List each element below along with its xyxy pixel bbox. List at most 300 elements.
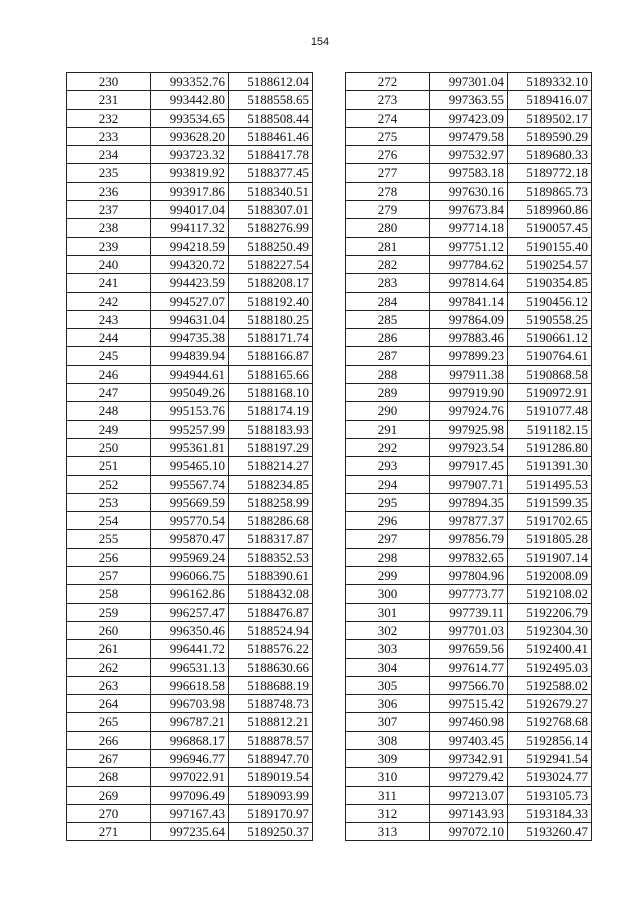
y-coordinate-cell: 5188612.04: [229, 73, 313, 91]
table-row: [346, 91, 592, 109]
table-row: [346, 438, 592, 456]
x-coordinate-cell: 993819.92: [151, 164, 229, 182]
y-coordinate-cell: 5191495.53: [508, 475, 592, 493]
table-row: [67, 713, 313, 731]
point-number-cell: 237: [67, 201, 151, 219]
x-coordinate-cell: 995049.26: [151, 384, 229, 402]
point-number-cell: 278: [346, 182, 430, 200]
point-number-cell: 298: [346, 548, 430, 566]
point-number-cell: 277: [346, 164, 430, 182]
y-coordinate-cell: 5193184.33: [508, 804, 592, 822]
x-coordinate-cell: 997841.14: [430, 292, 508, 310]
table-row: [346, 786, 592, 804]
table-row: [67, 438, 313, 456]
y-coordinate-cell: 5188476.87: [229, 603, 313, 621]
point-number-cell: 279: [346, 201, 430, 219]
table-row: [346, 274, 592, 292]
table-row: [346, 347, 592, 365]
x-coordinate-cell: 997784.62: [430, 255, 508, 273]
y-coordinate-cell: 5188192.40: [229, 292, 313, 310]
point-number-cell: 287: [346, 347, 430, 365]
table-row: [346, 658, 592, 676]
x-coordinate-cell: 994017.04: [151, 201, 229, 219]
table-row: [346, 749, 592, 767]
point-number-cell: 309: [346, 749, 430, 767]
table-row: [346, 475, 592, 493]
x-coordinate-cell: 997515.42: [430, 695, 508, 713]
y-coordinate-cell: 5189332.10: [508, 73, 592, 91]
table-row: [67, 164, 313, 182]
point-number-cell: 302: [346, 621, 430, 639]
table-row: [67, 310, 313, 328]
x-coordinate-cell: 997235.64: [151, 823, 229, 841]
table-row: [346, 731, 592, 749]
x-coordinate-cell: 993352.76: [151, 73, 229, 91]
x-coordinate-cell: 993442.80: [151, 91, 229, 109]
y-coordinate-cell: 5188576.22: [229, 640, 313, 658]
x-coordinate-cell: 996868.17: [151, 731, 229, 749]
point-number-cell: 285: [346, 310, 430, 328]
table-row: [67, 255, 313, 273]
x-coordinate-cell: 995969.24: [151, 548, 229, 566]
point-number-cell: 254: [67, 512, 151, 530]
y-coordinate-cell: 5193260.47: [508, 823, 592, 841]
point-number-cell: 250: [67, 438, 151, 456]
y-coordinate-cell: 5188307.01: [229, 201, 313, 219]
x-coordinate-cell: 997659.56: [430, 640, 508, 658]
x-coordinate-cell: 997167.43: [151, 804, 229, 822]
x-coordinate-cell: 995567.74: [151, 475, 229, 493]
y-coordinate-cell: 5190558.25: [508, 310, 592, 328]
x-coordinate-cell: 997877.37: [430, 512, 508, 530]
point-number-cell: 276: [346, 146, 430, 164]
x-coordinate-cell: 996257.47: [151, 603, 229, 621]
y-coordinate-cell: 5189502.17: [508, 109, 592, 127]
x-coordinate-cell: 997864.09: [430, 310, 508, 328]
x-coordinate-cell: 997911.38: [430, 365, 508, 383]
x-coordinate-cell: 997925.98: [430, 420, 508, 438]
table-row: [67, 493, 313, 511]
table-row: [67, 823, 313, 841]
x-coordinate-cell: 995870.47: [151, 530, 229, 548]
x-coordinate-cell: 996787.21: [151, 713, 229, 731]
table-row: [346, 384, 592, 402]
x-coordinate-cell: 994527.07: [151, 292, 229, 310]
y-coordinate-cell: 5192768.68: [508, 713, 592, 731]
y-coordinate-cell: 5191286.80: [508, 438, 592, 456]
point-number-cell: 299: [346, 567, 430, 585]
y-coordinate-cell: 5188258.99: [229, 493, 313, 511]
table-row: [346, 146, 592, 164]
x-coordinate-cell: 997460.98: [430, 713, 508, 731]
y-coordinate-cell: 5188377.45: [229, 164, 313, 182]
x-coordinate-cell: 994839.94: [151, 347, 229, 365]
point-number-cell: 241: [67, 274, 151, 292]
point-number-cell: 272: [346, 73, 430, 91]
y-coordinate-cell: 5191182.15: [508, 420, 592, 438]
table-row: [346, 237, 592, 255]
x-coordinate-cell: 997751.12: [430, 237, 508, 255]
page-number: 154: [310, 36, 330, 48]
y-coordinate-cell: 5190155.40: [508, 237, 592, 255]
y-coordinate-cell: 5193024.77: [508, 768, 592, 786]
x-coordinate-cell: 997701.03: [430, 621, 508, 639]
x-coordinate-cell: 997773.77: [430, 585, 508, 603]
y-coordinate-cell: 5188208.17: [229, 274, 313, 292]
table-row: [346, 713, 592, 731]
table-row: [346, 255, 592, 273]
point-number-cell: 283: [346, 274, 430, 292]
table-row: [67, 365, 313, 383]
table-row: [346, 567, 592, 585]
point-number-cell: 248: [67, 402, 151, 420]
x-coordinate-cell: 997566.70: [430, 676, 508, 694]
x-coordinate-cell: 997899.23: [430, 347, 508, 365]
point-number-cell: 308: [346, 731, 430, 749]
point-number-cell: 266: [67, 731, 151, 749]
table-row: [67, 585, 313, 603]
table-row: [346, 420, 592, 438]
table-row: [346, 127, 592, 145]
point-number-cell: 312: [346, 804, 430, 822]
point-number-cell: 284: [346, 292, 430, 310]
table-row: [67, 567, 313, 585]
y-coordinate-cell: 5190354.85: [508, 274, 592, 292]
y-coordinate-cell: 5190972.91: [508, 384, 592, 402]
x-coordinate-cell: 997279.42: [430, 768, 508, 786]
x-coordinate-cell: 995153.76: [151, 402, 229, 420]
point-number-cell: 238: [67, 219, 151, 237]
x-coordinate-cell: 996066.75: [151, 567, 229, 585]
table-row: [67, 274, 313, 292]
table-row: [67, 420, 313, 438]
point-number-cell: 310: [346, 768, 430, 786]
y-coordinate-cell: 5191805.28: [508, 530, 592, 548]
point-number-cell: 231: [67, 91, 151, 109]
table-row: [346, 804, 592, 822]
table-row: [67, 219, 313, 237]
y-coordinate-cell: 5188168.10: [229, 384, 313, 402]
point-number-cell: 311: [346, 786, 430, 804]
point-number-cell: 297: [346, 530, 430, 548]
x-coordinate-cell: 996162.86: [151, 585, 229, 603]
x-coordinate-cell: 997907.71: [430, 475, 508, 493]
table-row: [346, 695, 592, 713]
y-coordinate-cell: 5188276.99: [229, 219, 313, 237]
table-row: [67, 658, 313, 676]
y-coordinate-cell: 5189680.33: [508, 146, 592, 164]
table-row: [346, 109, 592, 127]
y-coordinate-cell: 5189170.97: [229, 804, 313, 822]
table-row: [346, 530, 592, 548]
table-row: [346, 402, 592, 420]
point-number-cell: 230: [67, 73, 151, 91]
table-row: [67, 548, 313, 566]
table-row: [67, 512, 313, 530]
x-coordinate-cell: 997583.18: [430, 164, 508, 182]
x-coordinate-cell: 993534.65: [151, 109, 229, 127]
point-number-cell: 245: [67, 347, 151, 365]
x-coordinate-cell: 997213.07: [430, 786, 508, 804]
y-coordinate-cell: 5188174.19: [229, 402, 313, 420]
x-coordinate-cell: 997714.18: [430, 219, 508, 237]
y-coordinate-cell: 5191077.48: [508, 402, 592, 420]
x-coordinate-cell: 995465.10: [151, 457, 229, 475]
table-row: [346, 329, 592, 347]
y-coordinate-cell: 5189019.54: [229, 768, 313, 786]
x-coordinate-cell: 997923.54: [430, 438, 508, 456]
y-coordinate-cell: 5188524.94: [229, 621, 313, 639]
y-coordinate-cell: 5188432.08: [229, 585, 313, 603]
table-row: [346, 585, 592, 603]
point-number-cell: 256: [67, 548, 151, 566]
x-coordinate-cell: 996618.58: [151, 676, 229, 694]
y-coordinate-cell: 5188165.66: [229, 365, 313, 383]
table-row: [67, 329, 313, 347]
point-number-cell: 259: [67, 603, 151, 621]
point-number-cell: 301: [346, 603, 430, 621]
table-row: [346, 457, 592, 475]
table-row: [67, 475, 313, 493]
point-number-cell: 253: [67, 493, 151, 511]
y-coordinate-cell: 5192008.09: [508, 567, 592, 585]
y-coordinate-cell: 5192941.54: [508, 749, 592, 767]
x-coordinate-cell: 997919.90: [430, 384, 508, 402]
y-coordinate-cell: 5188390.61: [229, 567, 313, 585]
x-coordinate-cell: 994117.32: [151, 219, 229, 237]
y-coordinate-cell: 5189093.99: [229, 786, 313, 804]
y-coordinate-cell: 5189960.86: [508, 201, 592, 219]
point-number-cell: 295: [346, 493, 430, 511]
table-row: [346, 365, 592, 383]
x-coordinate-cell: 996350.46: [151, 621, 229, 639]
table-row: [67, 73, 313, 91]
x-coordinate-cell: 995257.99: [151, 420, 229, 438]
point-number-cell: 265: [67, 713, 151, 731]
x-coordinate-cell: 997924.76: [430, 402, 508, 420]
y-coordinate-cell: 5190764.61: [508, 347, 592, 365]
coordinates-table-left: [66, 72, 313, 841]
table-row: [67, 127, 313, 145]
table-row: [67, 731, 313, 749]
y-coordinate-cell: 5188878.57: [229, 731, 313, 749]
y-coordinate-cell: 5188227.54: [229, 255, 313, 273]
y-coordinate-cell: 5188166.87: [229, 347, 313, 365]
y-coordinate-cell: 5190456.12: [508, 292, 592, 310]
x-coordinate-cell: 997479.58: [430, 127, 508, 145]
y-coordinate-cell: 5188508.44: [229, 109, 313, 127]
point-number-cell: 286: [346, 329, 430, 347]
y-coordinate-cell: 5191907.14: [508, 548, 592, 566]
x-coordinate-cell: 997917.45: [430, 457, 508, 475]
point-number-cell: 263: [67, 676, 151, 694]
table-row: [346, 768, 592, 786]
y-coordinate-cell: 5188352.53: [229, 548, 313, 566]
table-row: [67, 182, 313, 200]
y-coordinate-cell: 5188171.74: [229, 329, 313, 347]
y-coordinate-cell: 5188197.29: [229, 438, 313, 456]
table-row: [67, 457, 313, 475]
y-coordinate-cell: 5190057.45: [508, 219, 592, 237]
point-number-cell: 293: [346, 457, 430, 475]
y-coordinate-cell: 5188461.46: [229, 127, 313, 145]
x-coordinate-cell: 994423.59: [151, 274, 229, 292]
table-row: [346, 548, 592, 566]
y-coordinate-cell: 5192108.02: [508, 585, 592, 603]
y-coordinate-cell: 5188812.21: [229, 713, 313, 731]
point-number-cell: 260: [67, 621, 151, 639]
x-coordinate-cell: 995669.59: [151, 493, 229, 511]
y-coordinate-cell: 5188286.68: [229, 512, 313, 530]
point-number-cell: 235: [67, 164, 151, 182]
x-coordinate-cell: 997832.65: [430, 548, 508, 566]
table-row: [67, 292, 313, 310]
y-coordinate-cell: 5188317.87: [229, 530, 313, 548]
point-number-cell: 296: [346, 512, 430, 530]
x-coordinate-cell: 997072.10: [430, 823, 508, 841]
point-number-cell: 273: [346, 91, 430, 109]
point-number-cell: 234: [67, 146, 151, 164]
point-number-cell: 251: [67, 457, 151, 475]
y-coordinate-cell: 5188417.78: [229, 146, 313, 164]
y-coordinate-cell: 5188234.85: [229, 475, 313, 493]
table-row: [67, 786, 313, 804]
y-coordinate-cell: 5191391.30: [508, 457, 592, 475]
point-number-cell: 255: [67, 530, 151, 548]
x-coordinate-cell: 997814.64: [430, 274, 508, 292]
point-number-cell: 258: [67, 585, 151, 603]
y-coordinate-cell: 5190661.12: [508, 329, 592, 347]
x-coordinate-cell: 994735.38: [151, 329, 229, 347]
point-number-cell: 290: [346, 402, 430, 420]
x-coordinate-cell: 996531.13: [151, 658, 229, 676]
table-row: [346, 310, 592, 328]
x-coordinate-cell: 997423.09: [430, 109, 508, 127]
x-coordinate-cell: 997096.49: [151, 786, 229, 804]
point-number-cell: 269: [67, 786, 151, 804]
point-number-cell: 243: [67, 310, 151, 328]
x-coordinate-cell: 997614.77: [430, 658, 508, 676]
point-number-cell: 288: [346, 365, 430, 383]
x-coordinate-cell: 994944.61: [151, 365, 229, 383]
y-coordinate-cell: 5190254.57: [508, 255, 592, 273]
point-number-cell: 257: [67, 567, 151, 585]
y-coordinate-cell: 5188748.73: [229, 695, 313, 713]
point-number-cell: 305: [346, 676, 430, 694]
point-number-cell: 307: [346, 713, 430, 731]
table-row: [67, 109, 313, 127]
table-row: [346, 676, 592, 694]
x-coordinate-cell: 995361.81: [151, 438, 229, 456]
y-coordinate-cell: 5189416.07: [508, 91, 592, 109]
y-coordinate-cell: 5189772.18: [508, 164, 592, 182]
table-row: [67, 621, 313, 639]
point-number-cell: 281: [346, 237, 430, 255]
y-coordinate-cell: 5192400.41: [508, 640, 592, 658]
point-number-cell: 240: [67, 255, 151, 273]
x-coordinate-cell: 994631.04: [151, 310, 229, 328]
x-coordinate-cell: 996703.98: [151, 695, 229, 713]
point-number-cell: 267: [67, 749, 151, 767]
x-coordinate-cell: 997804.96: [430, 567, 508, 585]
x-coordinate-cell: 997673.84: [430, 201, 508, 219]
table-row: [67, 91, 313, 109]
y-coordinate-cell: 5188214.27: [229, 457, 313, 475]
y-coordinate-cell: 5192206.79: [508, 603, 592, 621]
x-coordinate-cell: 997739.11: [430, 603, 508, 621]
y-coordinate-cell: 5188183.93: [229, 420, 313, 438]
y-coordinate-cell: 5191599.35: [508, 493, 592, 511]
point-number-cell: 274: [346, 109, 430, 127]
y-coordinate-cell: 5192588.02: [508, 676, 592, 694]
table-row: [67, 201, 313, 219]
x-coordinate-cell: 997363.55: [430, 91, 508, 109]
x-coordinate-cell: 995770.54: [151, 512, 229, 530]
point-number-cell: 300: [346, 585, 430, 603]
table-row: [67, 695, 313, 713]
x-coordinate-cell: 994320.72: [151, 255, 229, 273]
table-row: [67, 402, 313, 420]
point-number-cell: 236: [67, 182, 151, 200]
x-coordinate-cell: 997630.16: [430, 182, 508, 200]
table-row: [346, 621, 592, 639]
table-row: [346, 640, 592, 658]
point-number-cell: 303: [346, 640, 430, 658]
y-coordinate-cell: 5188630.66: [229, 658, 313, 676]
y-coordinate-cell: 5193105.73: [508, 786, 592, 804]
table-row: [67, 237, 313, 255]
x-coordinate-cell: 996441.72: [151, 640, 229, 658]
y-coordinate-cell: 5188558.65: [229, 91, 313, 109]
x-coordinate-cell: 997883.46: [430, 329, 508, 347]
point-number-cell: 270: [67, 804, 151, 822]
point-number-cell: 247: [67, 384, 151, 402]
point-number-cell: 304: [346, 658, 430, 676]
x-coordinate-cell: 993628.20: [151, 127, 229, 145]
y-coordinate-cell: 5191702.65: [508, 512, 592, 530]
table-row: [67, 768, 313, 786]
table-row: [67, 384, 313, 402]
coordinates-table-right: [345, 72, 592, 841]
table-row: [67, 640, 313, 658]
table-row: [346, 823, 592, 841]
x-coordinate-cell: 996946.77: [151, 749, 229, 767]
point-number-cell: 244: [67, 329, 151, 347]
point-number-cell: 292: [346, 438, 430, 456]
point-number-cell: 252: [67, 475, 151, 493]
x-coordinate-cell: 993723.32: [151, 146, 229, 164]
point-number-cell: 232: [67, 109, 151, 127]
point-number-cell: 294: [346, 475, 430, 493]
table-row: [67, 146, 313, 164]
table-row: [346, 73, 592, 91]
y-coordinate-cell: 5192495.03: [508, 658, 592, 676]
table-row: [67, 530, 313, 548]
point-number-cell: 264: [67, 695, 151, 713]
y-coordinate-cell: 5188947.70: [229, 749, 313, 767]
point-number-cell: 262: [67, 658, 151, 676]
point-number-cell: 271: [67, 823, 151, 841]
y-coordinate-cell: 5189590.29: [508, 127, 592, 145]
point-number-cell: 239: [67, 237, 151, 255]
table-row: [346, 164, 592, 182]
point-number-cell: 246: [67, 365, 151, 383]
x-coordinate-cell: 997143.93: [430, 804, 508, 822]
table-row: [67, 804, 313, 822]
x-coordinate-cell: 993917.86: [151, 182, 229, 200]
x-coordinate-cell: 997856.79: [430, 530, 508, 548]
y-coordinate-cell: 5188250.49: [229, 237, 313, 255]
